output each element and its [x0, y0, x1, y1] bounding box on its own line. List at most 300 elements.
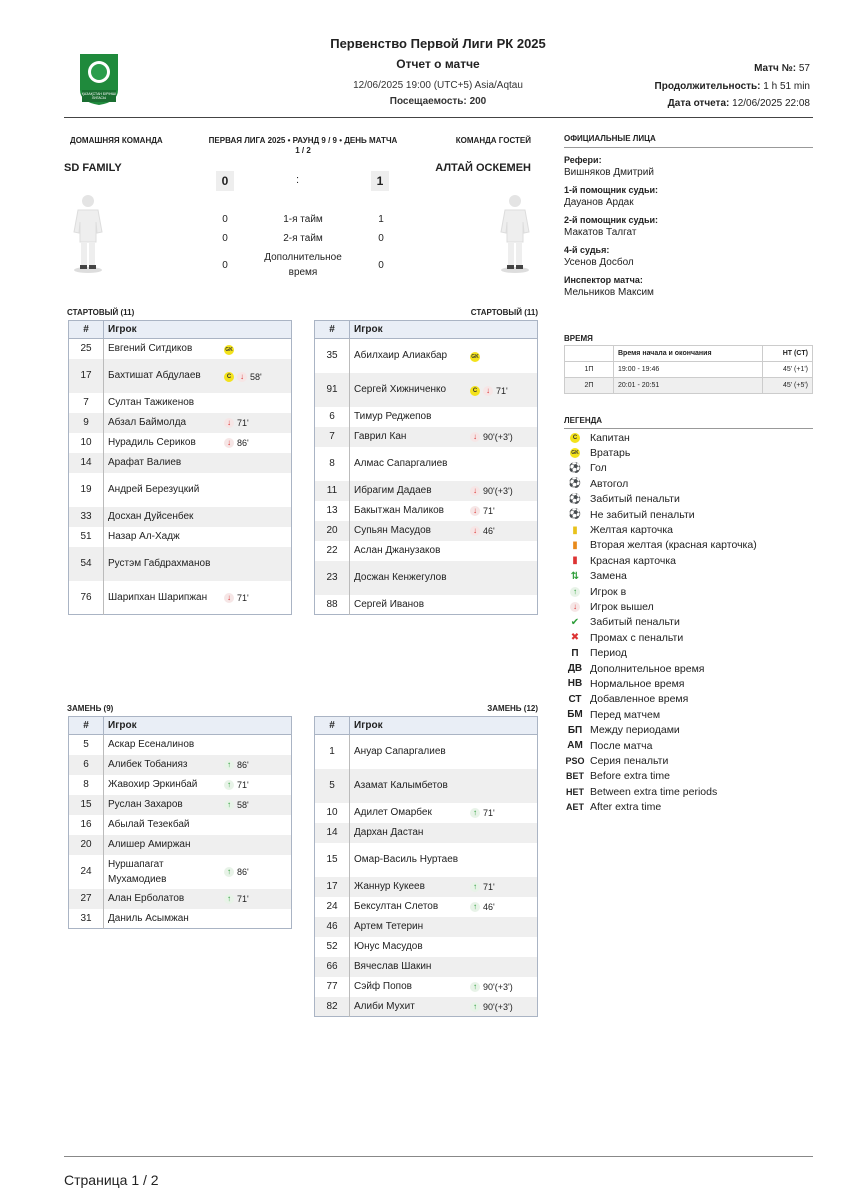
player-row — [315, 339, 538, 373]
player-events — [220, 453, 292, 473]
legend-text: Вратарь — [590, 447, 631, 460]
player-number: 88 — [315, 595, 350, 615]
player-events — [466, 541, 538, 561]
match-number: Матч №: 57 — [754, 63, 810, 74]
player-name: Алибек Тобанияз — [104, 755, 221, 775]
legend-item — [564, 784, 813, 799]
legend-item — [564, 538, 813, 553]
player-row — [315, 823, 538, 843]
player-name: Даниль Асымжан — [108, 912, 189, 924]
league-round: ПЕРВАЯ ЛИГА 2025 • РАУНД 9 / 9 • ДЕНЬ МАТЧА 1 / 2 — [208, 136, 398, 155]
player-events — [466, 339, 538, 373]
captain-icon: C — [564, 433, 586, 443]
legend-text: Вторая желтая (красная карточка) — [590, 539, 757, 552]
sub-out-minute: 46' — [483, 526, 495, 536]
player-name: Султан Тажикенов — [108, 397, 195, 408]
player-row — [69, 507, 292, 527]
legend-text: Не забитый пенальти — [590, 508, 695, 521]
player-name: Арафат Валиев — [104, 453, 221, 473]
goalkeeper-icon: GK — [225, 346, 233, 353]
player-events — [220, 433, 292, 453]
sub-out-minute: 71' — [496, 385, 508, 396]
col-number: # — [69, 717, 104, 735]
time-table — [564, 345, 813, 394]
player-name: Нурадиль Сериков — [108, 437, 196, 448]
legend-text: Перед матчем — [590, 708, 661, 721]
player-name: Супьян Масудов — [350, 521, 467, 541]
away-kit-icon — [499, 192, 531, 279]
player-events — [466, 977, 538, 997]
player-number: 82 — [315, 997, 350, 1017]
home-subs-table — [68, 716, 292, 929]
player-name: Бексултан Слетов — [354, 901, 439, 912]
match-datetime: 12/06/2025 19:00 (UTC+5) Asia/Aqtau — [353, 80, 523, 91]
away-subs-label: ЗАМЕНЬ (12) — [487, 704, 538, 713]
table-header-row — [69, 717, 292, 735]
substitution-icon: ⇅ — [570, 570, 580, 582]
home-kit-icon — [72, 192, 104, 279]
official-role: 4-й судья: — [564, 245, 610, 255]
player-events — [466, 521, 538, 541]
own-goal-icon: ⚽ — [568, 478, 582, 490]
table-header-row — [315, 321, 538, 339]
legend-text: Между периодами — [590, 724, 680, 737]
player-events — [220, 815, 292, 835]
player-row — [69, 527, 292, 547]
player-number: 11 — [315, 481, 350, 501]
score-separator: : — [296, 174, 300, 186]
player-events — [466, 427, 538, 447]
time-row: 1П 19:00 - 19:46 45' (+1') — [565, 362, 813, 378]
second-yellow-icon: ▮ — [572, 539, 578, 551]
player-row — [315, 521, 538, 541]
player-number: 27 — [69, 889, 104, 909]
player-out-icon: ↓ — [224, 593, 234, 603]
home-team-label: ДОМАШНЯЯ КОМАНДА — [70, 136, 163, 145]
red-card-icon: ▮ — [572, 555, 578, 567]
legend-text: Автогол — [590, 477, 629, 490]
player-name: Азамат Калымбетов — [350, 769, 467, 803]
logo-text: ҚАЗАҚСТАН БІРІНШІ ЛИГАСЫ — [81, 92, 117, 100]
player-row — [315, 427, 538, 447]
officials-title: ОФИЦИАЛЬНЫЕ ЛИЦА — [564, 134, 656, 143]
abbr-nv: НВ — [567, 678, 583, 690]
table-header-row — [315, 717, 538, 735]
period-row: 0 Дополнительное время 0 — [222, 252, 384, 278]
player-events — [466, 957, 538, 977]
player-row — [69, 855, 292, 889]
legend-item — [564, 599, 813, 614]
player-name: Андрей Березуцкий — [108, 484, 200, 495]
player-name: Сергей Иванов — [354, 598, 425, 610]
official-name: Мельников Максим — [564, 287, 654, 298]
player-number: 5 — [315, 769, 350, 803]
player-number: 17 — [315, 877, 350, 897]
goalkeeper-icon: GK — [471, 353, 479, 360]
player-name: Абзал Баймолда — [104, 413, 221, 433]
penalty-scored-icon: ⚽ — [568, 493, 582, 505]
legend-item — [564, 799, 813, 814]
player-row — [315, 735, 538, 769]
away-starting-table — [314, 320, 538, 615]
legend-text: Забитый пенальти — [590, 616, 680, 629]
player-name: Жаннур Кукеев — [350, 877, 467, 897]
period-scores — [206, 210, 400, 282]
legend-text: Замена — [590, 570, 627, 583]
player-name: Евгений Ситдиков — [108, 343, 193, 355]
legend-text: Красная карточка — [590, 554, 676, 567]
time-col-start-end: Время начала и окончания — [614, 346, 763, 362]
player-name: Бахтишат Абдулаев — [104, 359, 221, 393]
player-number: 20 — [315, 521, 350, 541]
sub-in-minute: 71' — [483, 882, 495, 892]
legend-text: After extra time — [590, 801, 662, 814]
player-row — [69, 339, 292, 359]
player-number: 15 — [69, 795, 104, 815]
player-name: Аскар Есеналинов — [108, 739, 195, 751]
player-name: Алан Ерболатов — [104, 889, 221, 909]
player-events — [220, 889, 292, 909]
player-row — [315, 373, 538, 407]
player-number: 10 — [315, 803, 350, 823]
legend-item — [564, 461, 813, 476]
legend-text: Забитый пенальти — [590, 493, 680, 506]
player-events — [466, 501, 538, 521]
player-in-icon: ↑ — [224, 780, 234, 790]
player-in-icon: ↑ — [224, 800, 234, 810]
player-out-icon: ↓ — [470, 526, 480, 536]
player-number: 16 — [69, 815, 104, 835]
table-header-row — [69, 321, 292, 339]
yellow-card-icon: ▮ — [572, 524, 578, 536]
player-name: Назар Ал-Хадж — [108, 531, 180, 542]
sub-in-minute: 71' — [237, 894, 249, 904]
player-number: 52 — [315, 937, 350, 957]
player-events — [466, 937, 538, 957]
abbr-p: П — [571, 647, 579, 659]
official-role: Инспектор матча: — [564, 275, 643, 285]
player-row — [69, 547, 292, 581]
legend-text: Игрок вышел — [590, 600, 654, 613]
legend-item — [564, 553, 813, 568]
legend-text: Добавленное время — [590, 693, 689, 706]
legend-text: Between extra time periods — [590, 785, 718, 798]
legend-text: Гол — [590, 462, 607, 475]
sub-in-minute: 71' — [483, 808, 495, 818]
player-number: 8 — [315, 447, 350, 481]
official-role: Рефери: — [564, 155, 602, 165]
legend-text: После матча — [590, 739, 653, 752]
legend-divider — [564, 428, 813, 429]
player-row — [69, 473, 292, 507]
sub-in-minute: 90'(+3') — [483, 982, 513, 992]
player-in-icon: ↑ — [470, 882, 480, 892]
player-name: Адилет Омарбек — [354, 807, 432, 818]
player-name: Омар-Василь Нуртаев — [354, 854, 459, 865]
player-in-icon: ↑ — [470, 982, 480, 992]
player-events — [220, 909, 292, 929]
sub-out-minute: 71' — [483, 506, 495, 516]
legend-item — [564, 507, 813, 522]
player-in-icon: ↑ — [224, 867, 234, 877]
sub-out-minute: 71' — [237, 418, 249, 428]
player-number: 17 — [69, 359, 104, 393]
player-events — [220, 775, 292, 795]
footer-divider — [64, 1156, 813, 1157]
goalkeeper-icon: GK — [571, 450, 579, 457]
sub-in-minute: 90'(+3') — [483, 1001, 513, 1012]
player-row — [315, 447, 538, 481]
player-row — [69, 835, 292, 855]
player-number: 6 — [315, 407, 350, 427]
officials-list — [564, 155, 813, 305]
sub-in-minute: 86' — [237, 760, 249, 770]
player-row — [69, 433, 292, 453]
player-name: Досжан Кенжегулов — [350, 561, 467, 595]
player-name: Алишер Амиржан — [104, 835, 221, 855]
player-events — [220, 413, 292, 433]
player-events — [220, 507, 292, 527]
sub-in-minute: 71' — [237, 780, 249, 790]
col-number: # — [315, 717, 350, 735]
player-events — [466, 769, 538, 803]
player-number: 1 — [315, 735, 350, 769]
player-row — [315, 501, 538, 521]
player-out-icon: ↓ — [470, 432, 480, 442]
abbr-bet: BET — [566, 771, 584, 782]
penalty-missed-icon: ⚽ — [568, 509, 582, 521]
legend-item — [564, 445, 813, 460]
player-number: 14 — [69, 453, 104, 473]
player-row — [69, 453, 292, 473]
player-name: Гаврил Кан — [350, 427, 467, 447]
player-number: 51 — [69, 527, 104, 547]
player-events — [220, 527, 292, 547]
player-number: 23 — [315, 561, 350, 595]
player-number: 33 — [69, 507, 104, 527]
col-player: Игрок — [350, 717, 538, 735]
player-events — [466, 877, 538, 897]
home-start-label: СТАРТОВЫЙ (11) — [67, 308, 135, 317]
player-name: Абылай Тезекбай — [108, 819, 190, 830]
legend-text: Капитан — [590, 431, 630, 444]
legend-item — [564, 645, 813, 660]
player-name: Нуршапагат Мухамодиев — [108, 858, 167, 885]
legend-item — [564, 661, 813, 676]
legend-item — [564, 630, 813, 645]
match-duration: Продолжительность: 1 h 51 min — [654, 81, 810, 92]
player-events — [220, 473, 292, 507]
time-header-row — [565, 346, 813, 362]
player-row — [315, 977, 538, 997]
sub-in-minute: 86' — [237, 867, 249, 877]
legend-text: Серия пенальти — [590, 754, 669, 767]
report-subtitle: Отчет о матче — [396, 57, 480, 71]
time-row: 2П 20:01 - 20:51 45' (+5') — [565, 378, 813, 394]
legend-text: Желтая карточка — [590, 524, 674, 537]
col-player: Игрок — [104, 321, 292, 339]
player-number: 24 — [315, 897, 350, 917]
period-row: 0 1-я тайм 1 — [222, 214, 384, 225]
sub-out-minute: 86' — [237, 438, 249, 448]
abbr-bm: БМ — [567, 709, 583, 721]
legend-text: Before extra time — [590, 770, 670, 783]
legend-item — [564, 753, 813, 768]
penalty-check-icon: ✔ — [570, 616, 580, 628]
legend-list — [564, 430, 813, 815]
home-starting-table — [68, 320, 292, 615]
legend-item — [564, 522, 813, 537]
home-subs-label: ЗАМЕНЬ (9) — [67, 704, 114, 713]
player-in-icon: ↑ — [470, 1002, 480, 1012]
player-events — [220, 359, 292, 393]
player-number: 10 — [69, 433, 104, 453]
player-row — [69, 775, 292, 795]
player-events — [466, 997, 538, 1017]
player-name: Руслан Захаров — [104, 795, 221, 815]
attendance: Посещаемость: 200 — [389, 96, 487, 107]
penalty-cross-icon: ✖ — [570, 632, 580, 644]
player-name: Алмас Сапаргалиев — [354, 458, 448, 469]
home-score: 0 — [216, 171, 234, 191]
player-events — [466, 481, 538, 501]
player-name: Шарипхан Шарипжан — [108, 591, 208, 603]
sub-out-minute: 90'(+3') — [483, 486, 513, 496]
sub-out-minute: 58' — [250, 371, 262, 382]
player-number: 13 — [315, 501, 350, 521]
player-number: 15 — [315, 843, 350, 877]
player-events — [466, 823, 538, 843]
player-events — [220, 795, 292, 815]
legend-text: Нормальное время — [590, 677, 685, 690]
official-role: 2-й помощник судьи: — [564, 215, 659, 225]
player-row — [315, 541, 538, 561]
player-number: 76 — [69, 581, 104, 615]
abbr-dv: ДВ — [567, 663, 583, 675]
sub-out-minute: 90'(+3') — [483, 432, 513, 442]
away-score: 1 — [371, 171, 389, 191]
player-row — [69, 795, 292, 815]
player-row — [315, 481, 538, 501]
player-name: Аслан Джанузаков — [354, 545, 441, 556]
legend-item — [564, 492, 813, 507]
abbr-am: АМ — [567, 740, 583, 751]
player-number: 20 — [69, 835, 104, 855]
col-number: # — [315, 321, 350, 339]
player-events — [220, 393, 292, 413]
player-number: 8 — [69, 775, 104, 795]
legend-item — [564, 707, 813, 722]
officials-divider — [564, 147, 813, 148]
player-row — [69, 755, 292, 775]
player-number: 22 — [315, 541, 350, 561]
player-events — [466, 917, 538, 937]
official-name: Дауанов Ардак — [564, 197, 634, 208]
player-name: Алиби Мухит — [350, 997, 467, 1017]
player-number: 6 — [69, 755, 104, 775]
player-row — [315, 917, 538, 937]
player-in-icon: ↑ — [224, 760, 234, 770]
player-row — [315, 877, 538, 897]
player-events — [220, 735, 292, 755]
player-events — [466, 735, 538, 769]
player-number: 9 — [69, 413, 104, 433]
player-number: 46 — [315, 917, 350, 937]
player-number: 35 — [315, 339, 350, 373]
player-events — [466, 897, 538, 917]
player-row — [69, 909, 292, 929]
player-row — [315, 957, 538, 977]
legend-text: Период — [590, 647, 627, 660]
player-number: 19 — [69, 473, 104, 507]
official-name: Макатов Талгат — [564, 227, 637, 238]
abbr-bp: БП — [567, 724, 583, 736]
legend-title: ЛЕГЕНДА — [564, 416, 603, 425]
player-in-icon: ↑ — [470, 808, 480, 818]
col-number: # — [69, 321, 104, 339]
player-number: 7 — [315, 427, 350, 447]
player-row — [69, 413, 292, 433]
player-events — [220, 755, 292, 775]
player-name: Абилхаир Алиакбар — [354, 350, 448, 362]
captain-icon: C — [470, 386, 480, 396]
player-name: Сергей Хижниченко — [350, 373, 467, 407]
player-events — [220, 855, 292, 889]
col-player: Игрок — [104, 717, 292, 735]
player-number: 7 — [69, 393, 104, 413]
official-role: 1-й помощник судьи: — [564, 185, 659, 195]
player-in-icon: ↑ — [470, 902, 480, 912]
player-name: Жавохир Эркинбай — [108, 779, 198, 790]
legend-item — [564, 615, 813, 630]
player-events — [466, 803, 538, 823]
official-name: Вишняков Дмитрий — [564, 167, 654, 178]
player-number: 24 — [69, 855, 104, 889]
player-row — [69, 889, 292, 909]
player-row — [315, 407, 538, 427]
legend-text: Дополнительное время — [590, 662, 705, 675]
player-name: Рустэм Габдрахманов — [104, 547, 221, 581]
player-events — [466, 373, 538, 407]
player-number: 91 — [315, 373, 350, 407]
col-player: Игрок — [350, 321, 538, 339]
player-in-icon: ↑ — [224, 894, 234, 904]
legend-item — [564, 738, 813, 753]
away-team-label: КОМАНДА ГОСТЕЙ — [455, 136, 531, 145]
player-row — [69, 393, 292, 413]
legend-text: Промах с пенальти — [590, 631, 684, 644]
player-number: 25 — [69, 339, 104, 359]
player-row — [315, 937, 538, 957]
player-events — [466, 561, 538, 595]
time-col-ht: HT (CT) — [763, 346, 813, 362]
page-number: Страница 1 / 2 — [64, 1172, 159, 1188]
player-number: 54 — [69, 547, 104, 581]
time-title: ВРЕМЯ — [564, 334, 593, 343]
legend-item — [564, 569, 813, 584]
player-row — [315, 769, 538, 803]
player-out-icon: ↓ — [224, 438, 234, 448]
player-row — [315, 803, 538, 823]
abbr-aet: AET — [566, 802, 584, 813]
home-team-name: SD FAMILY — [64, 162, 122, 174]
player-name: Ибрагим Дадаев — [350, 481, 467, 501]
player-number: 14 — [315, 823, 350, 843]
official-name: Усенов Досбол — [564, 257, 634, 268]
report-title: Первенство Первой Лиги РК 2025 — [330, 36, 546, 51]
player-out-icon: ↓ — [470, 506, 480, 516]
abbr-pso: PSO — [565, 755, 585, 766]
